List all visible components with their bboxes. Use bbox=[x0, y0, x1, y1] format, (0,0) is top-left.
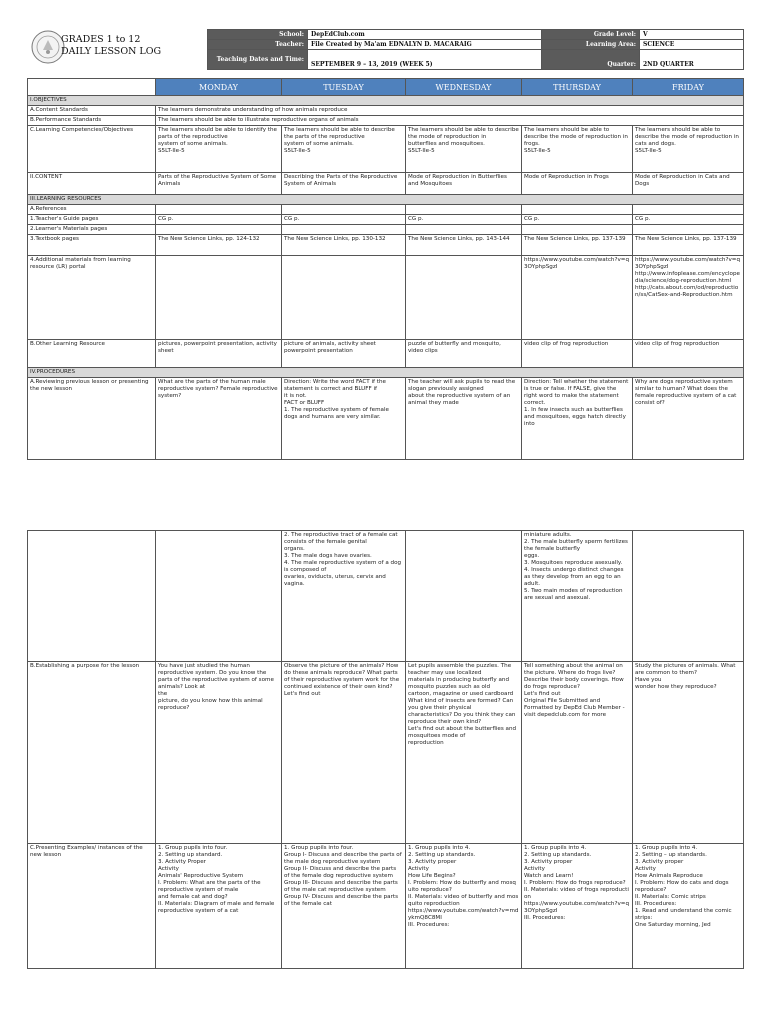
other-resources-label: B.Other Learning Resource bbox=[28, 340, 156, 368]
area-label: Learning Area: bbox=[542, 40, 640, 50]
presenting-label: C.Presenting Examples/ instances of the new lesson bbox=[28, 844, 156, 969]
textbook-monday: The New Science Links, pp. 124-132 bbox=[156, 235, 282, 256]
additional-wednesday bbox=[406, 256, 522, 340]
objectives-row bbox=[28, 96, 744, 106]
content-standards-label: A.Content Standards bbox=[28, 106, 156, 116]
tg-monday: CG p. bbox=[156, 215, 282, 225]
establishing-thursday: Tell something about the animal on the picture. Where do frogs live? Describe their body coverings. How do frogs reproduce? Let's find out Original File Submitted and Formatted by DepEd Club Member - visit depedclub.com for more bbox=[522, 662, 633, 844]
establishing-row bbox=[28, 662, 744, 844]
other-thursday: video clip of frog reproduction bbox=[522, 340, 633, 368]
competency-friday: The learners should be able to describe the mode of reproduction in cats and dogs. S5LT-IIe-5 bbox=[633, 126, 744, 173]
reviewing-tuesday: Direction: Write the word FACT if the statement is correct and BLUFF if it is not. FACT or BLUFF 1. The reproductive system of female dogs and humans are very similar. bbox=[282, 378, 406, 460]
title-line-1: GRADES 1 to 12 bbox=[61, 34, 141, 45]
content-label: II.CONTENT bbox=[28, 173, 156, 195]
day-tuesday: TUESDAY bbox=[282, 79, 406, 96]
school-label: School: bbox=[208, 30, 308, 40]
cell-empty bbox=[282, 205, 406, 215]
lesson-log-page-1 bbox=[27, 78, 743, 460]
lm-pages-row bbox=[28, 225, 744, 235]
log-title bbox=[61, 34, 161, 58]
presenting-thursday: 1. Group pupils into 4. 2. Setting up standards. 3. Activity proper Activity Watch and Learn! I. Problem: How do frogs reproduce? II. Materials: video of frogs reproduction https://www.youtube.com/watch?v=q3OYphpSgzI III. Procedures: bbox=[522, 844, 633, 969]
establishing-friday: Study the pictures of animals. What are common to them? Have you wonder how they reproduce? bbox=[633, 662, 744, 844]
reviewing-cont-tuesday: 2. The reproductive tract of a female cat consists of the female genital organs. 3. The male dogs have ovaries. 4. The male reproductive system of a dog is composed of ovaries, oviducts, uterus, cervix and vagina. bbox=[282, 531, 406, 662]
lm-pages-label: 2.Learner's Materials pages bbox=[28, 225, 156, 235]
reviewing-continued-label bbox=[28, 531, 156, 662]
content-monday: Parts of the Reproductive System of Some Animals bbox=[156, 173, 282, 195]
tg-pages-row bbox=[28, 215, 744, 225]
establishing-monday: You have just studied the human reproductive system. Do you know the parts of the reproductive system of some animals? Look at the picture, do you know how this animal reproduce? bbox=[156, 662, 282, 844]
content-standards-text: The learners demonstrate understanding of how animals reproduce bbox=[156, 106, 744, 116]
tg-tuesday: CG p. bbox=[282, 215, 406, 225]
section-learning-resources: III.LEARNING RESOURCES bbox=[28, 195, 744, 205]
day-thursday: THURSDAY bbox=[522, 79, 633, 96]
cell-empty bbox=[406, 205, 522, 215]
grade-label: Grade Level: bbox=[542, 30, 640, 40]
learning-resources-row bbox=[28, 195, 744, 205]
other-resources-row bbox=[28, 340, 744, 368]
establishing-tuesday: Observe the picture of the animals? How do these animals reproduce? What parts of their reproductive system work for the continued existence of their own kind? Let's find out bbox=[282, 662, 406, 844]
dates-label: Teaching Dates and Time: bbox=[208, 50, 308, 70]
content-standards-row bbox=[28, 106, 744, 116]
additional-thursday: https://www.youtube.com/watch?v=q3OYphpSgzI bbox=[522, 256, 633, 340]
other-friday: video clip of frog reproduction bbox=[633, 340, 744, 368]
performance-standards-label: B.Performance Standards bbox=[28, 116, 156, 126]
teacher-value: File Created by Ma'am EDNALYN D. MACARAIG bbox=[308, 40, 542, 50]
presenting-monday: 1. Group pupils into four. 2. Setting up standard. 3. Activity Proper Activity Animals' Reproductive System I. Problem: What are the parts of the reproductive system of male and female cat and dog? II. Materials: Diagram of male and female reproductive system of a cat bbox=[156, 844, 282, 969]
competencies-row bbox=[28, 126, 744, 173]
textbook-wednesday: The New Science Links, pp. 143-144 bbox=[406, 235, 522, 256]
other-monday: pictures, powerpoint presentation, activity sheet bbox=[156, 340, 282, 368]
cell-empty bbox=[406, 225, 522, 235]
tg-wednesday: CG p. bbox=[406, 215, 522, 225]
lesson-log-table bbox=[27, 78, 744, 460]
reviewing-continued-row bbox=[28, 531, 744, 662]
reviewing-label: A.Reviewing previous lesson or presenting the new lesson bbox=[28, 378, 156, 460]
presenting-tuesday: 1. Group pupils into four. Group I- Discuss and describe the parts of the male dog reproductive system Group II- Discuss and describe the parts of the female dog reproductive system Group III- Discuss and describe the parts of the male cat reproductive system Group IV- Discuss and describe the parts of the female cat bbox=[282, 844, 406, 969]
header-info-table bbox=[207, 29, 744, 70]
blank-corner bbox=[28, 79, 156, 96]
additional-materials-label: 4.Additional materials from learning resource (LR) portal bbox=[28, 256, 156, 340]
presenting-row bbox=[28, 844, 744, 969]
cell-empty bbox=[282, 225, 406, 235]
lesson-log-page-2 bbox=[27, 530, 743, 969]
deped-seal-icon bbox=[31, 30, 65, 64]
title-line-2: DAILY LESSON LOG bbox=[61, 46, 162, 57]
cell-empty bbox=[522, 225, 633, 235]
performance-standards-row bbox=[28, 116, 744, 126]
textbook-pages-label: 3.Textbook pages bbox=[28, 235, 156, 256]
competency-tuesday: The learners should be able to describe the parts of the reproductive system of some animals. S5LT-IIe-5 bbox=[282, 126, 406, 173]
area-value: SCIENCE bbox=[640, 40, 744, 50]
reviewing-monday: What are the parts of the human male reproductive system? Female reproductive system? bbox=[156, 378, 282, 460]
establishing-label: B.Establishing a purpose for the lesson bbox=[28, 662, 156, 844]
reviewing-wednesday: The teacher will ask pupils to read the slogan previously assigned about the reproductive system of an animal they made bbox=[406, 378, 522, 460]
section-procedures: IV.PROCEDURES bbox=[28, 368, 744, 378]
lesson-log-table-continued bbox=[27, 530, 744, 969]
grade-value: V bbox=[640, 30, 744, 40]
lesson-log-header bbox=[27, 28, 743, 70]
quarter-value: 2ND QUARTER bbox=[640, 50, 744, 70]
other-tuesday: picture of animals, activity sheet powerpoint presentation bbox=[282, 340, 406, 368]
presenting-wednesday: 1. Group pupils into 4. 2. Setting up standards. 3. Activity proper Activity How Life Begins? I. Problem: How do butterfly and mosquito reproduce? II. Materials: video of butterfly and mosquito reproduction https://www.youtube.com/watch?v=mdykmQ8C8MI III. Procedures: bbox=[406, 844, 522, 969]
content-friday: Mode of Reproduction in Cats and Dogs bbox=[633, 173, 744, 195]
competency-wednesday: The learners should be able to describe the mode of reproduction in butterflies and mosquitoes. S5LT-IIe-5 bbox=[406, 126, 522, 173]
other-wednesday: puzzle of butterfly and mosquito, video clips bbox=[406, 340, 522, 368]
competency-monday: The learners should be able to identify the parts of the reproductive system of some animals. S5LT-IIe-5 bbox=[156, 126, 282, 173]
quarter-label: Quarter: bbox=[542, 50, 640, 70]
content-wednesday: Mode of Reproduction in Butterflies and Mosquitoes bbox=[406, 173, 522, 195]
day-friday: FRIDAY bbox=[633, 79, 744, 96]
content-row bbox=[28, 173, 744, 195]
cell-empty bbox=[522, 205, 633, 215]
tg-thursday: CG p. bbox=[522, 215, 633, 225]
textbook-friday: The New Science Links, pp. 137-139 bbox=[633, 235, 744, 256]
presenting-friday: 1. Group pupils into 4. 2. Setting – up standards. 3. Activity proper Activity How Animals Reproduce I. Problem: How do cats and dogs reproduce? II. Materials: Comic strips III. Procedures: 1. Read and understand the comic strips: One Saturday morning, Jed bbox=[633, 844, 744, 969]
references-label: A.References bbox=[28, 205, 156, 215]
reviewing-cont-friday bbox=[633, 531, 744, 662]
content-tuesday: Describing the Parts of the Reproductive System of Animals bbox=[282, 173, 406, 195]
references-row bbox=[28, 205, 744, 215]
establishing-wednesday: Let pupils assemble the puzzles. The teacher may use localized materials in producing butterfly and mosquito puzzles such as old cartoon, magazine or used cardboard What kind of insects are formed? Can you give their physical characteristics? Do you think they can reproduce their own kind? Let's find out about the butterflies and mosquitoes mode of reproduction bbox=[406, 662, 522, 844]
day-wednesday: WEDNESDAY bbox=[406, 79, 522, 96]
performance-standards-text: The learners should be able to illustrate reproductive organs of animals bbox=[156, 116, 744, 126]
additional-tuesday bbox=[282, 256, 406, 340]
day-monday: MONDAY bbox=[156, 79, 282, 96]
reviewing-cont-thursday: miniature adults. 2. The male butterfly sperm fertilizes the female butterfly eggs. 3. Mosquitoes reproduce asexually. 4. Insects undergo distinct changes as they develop from an egg to an adult. 5. Two main modes of reproduction are sexual and asexual. bbox=[522, 531, 633, 662]
cell-empty bbox=[156, 205, 282, 215]
cell-empty bbox=[633, 205, 744, 215]
cell-empty bbox=[633, 225, 744, 235]
textbook-tuesday: The New Science Links, pp. 130-132 bbox=[282, 235, 406, 256]
dates-value: SEPTEMBER 9 – 13, 2019 (WEEK 5) bbox=[308, 50, 542, 70]
teacher-label: Teacher: bbox=[208, 40, 308, 50]
reviewing-cont-wednesday bbox=[406, 531, 522, 662]
additional-materials-row bbox=[28, 256, 744, 340]
days-header-row bbox=[28, 79, 744, 96]
reviewing-thursday: Direction: Tell whether the statement is true or false. If FALSE, give the right word to make the statement correct. 1. In few insects such as butterflies and mosquitoes, eggs hatch directly into bbox=[522, 378, 633, 460]
tg-friday: CG p. bbox=[633, 215, 744, 225]
section-objectives: I.OBJECTIVES bbox=[28, 96, 744, 106]
tg-pages-label: 1.Teacher's Guide pages bbox=[28, 215, 156, 225]
content-thursday: Mode of Reproduction in Frogs bbox=[522, 173, 633, 195]
competency-thursday: The learners should be able to describe the mode of reproduction in frogs. S5LT-IIe-5 bbox=[522, 126, 633, 173]
procedures-row bbox=[28, 368, 744, 378]
additional-friday: https://www.youtube.com/watch?v=q3OYphpSgzI http://www.infoplease.com/encyclopedia/science/dog-reproduction.html http://cats.about.com/od/reproduction/ss/CatSex-and-Reproduction.htm bbox=[633, 256, 744, 340]
reviewing-row bbox=[28, 378, 744, 460]
additional-monday bbox=[156, 256, 282, 340]
reviewing-friday: Why are dogs reproductive system similar to human? What does the female reproductive system of a cat consist of? bbox=[633, 378, 744, 460]
cell-empty bbox=[156, 225, 282, 235]
competencies-label: C.Learning Competencies/Objectives bbox=[28, 126, 156, 173]
school-value: DepEdClub.com bbox=[308, 30, 542, 40]
reviewing-cont-monday bbox=[156, 531, 282, 662]
textbook-pages-row bbox=[28, 235, 744, 256]
textbook-thursday: The New Science Links, pp. 137-139 bbox=[522, 235, 633, 256]
